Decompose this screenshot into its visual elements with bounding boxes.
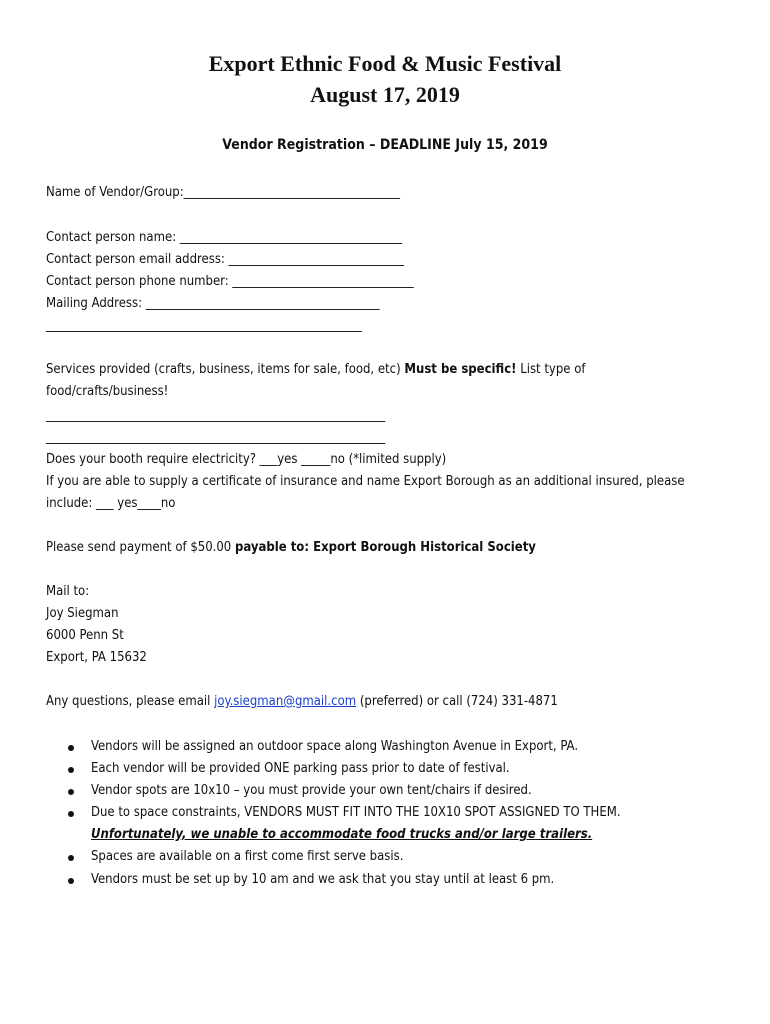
festival-date: August 17, 2019 [310,82,460,107]
mail-to-name: Joy Siegman [46,606,119,621]
bullet-icon [68,855,74,861]
list-item-text: Vendors must be set up by 10 am and we ask that you stay until at least 6 pm. [91,872,555,887]
questions-phone: (preferred) or call (724) 331-4871 [356,694,558,709]
list-item-text: Vendors will be assigned an outdoor space along Washington Avenue in Export, PA. [91,739,579,754]
list-item-text: Spaces are available on a first come first serve basis. [91,849,404,864]
services-emphasis: Must be specific! [404,362,517,377]
bullet-icon [68,745,74,751]
insurance-answer[interactable]: include: ___ yes____no [46,496,176,511]
list-item-text: Each vendor will be provided ONE parking pass prior to date of festival. [91,761,510,776]
payment-payee: payable to: Export Borough Historical Society [234,540,536,555]
questions-contact [46,694,558,710]
vendor-name-field[interactable]: Name of Vendor/Group:_____________________________________ [46,185,400,200]
services-prompt [46,362,585,378]
contact-name-field[interactable]: Contact person name: ______________________________________ [46,230,403,245]
mailing-address-line2-field[interactable]: ______________________________________________________ [46,318,362,333]
mail-to-city: Export, PA 15632 [46,650,147,665]
electricity-question[interactable]: Does your booth require electricity? ___yes _____no (*limited supply) [46,452,447,467]
contact-email-field[interactable]: Contact person email address: ______________________________ [46,252,404,267]
services-field-1[interactable]: __________________________________________________________ [46,408,386,423]
food-truck-notice: Unfortunately, we unable to accommodate food trucks and/or large trailers. [91,827,593,842]
bullet-icon [68,878,74,884]
mail-to-label: Mail to: [46,584,90,599]
mailing-address-field[interactable]: Mailing Address: ________________________________________ [46,296,380,311]
payment-text: Please send payment of $50.00 [46,540,235,555]
bullet-icon [68,789,74,795]
email-link[interactable]: joy.siegman@gmail.com [214,694,357,709]
questions-text: Any questions, please email [46,694,215,709]
services-prompt-text: Services provided (crafts, business, items for sale, food, etc) [46,362,405,377]
services-field-2[interactable]: __________________________________________________________ [46,430,386,445]
services-prompt-line2: food/crafts/business! [46,384,169,399]
services-prompt-suffix: List type of [516,362,586,377]
list-item-text: Due to space constraints, VENDORS MUST FIT INTO THE 10X10 SPOT ASSIGNED TO THEM. [91,805,621,820]
festival-title: Export Ethnic Food & Music Festival [208,51,562,76]
list-item-text: Vendor spots are 10x10 – you must provide your own tent/chairs if desired. [91,783,532,798]
registration-deadline: Vendor Registration – DEADLINE July 15, 2019 [222,137,548,153]
bullet-icon [68,767,74,773]
insurance-question: If you are able to supply a certificate of insurance and name Export Borough as an additional insured, please [46,474,685,489]
payment-instructions [46,540,536,556]
contact-phone-field[interactable]: Contact person phone number: _______________________________ [46,274,414,289]
mail-to-street: 6000 Penn St [46,628,124,643]
bullet-icon [68,811,74,817]
